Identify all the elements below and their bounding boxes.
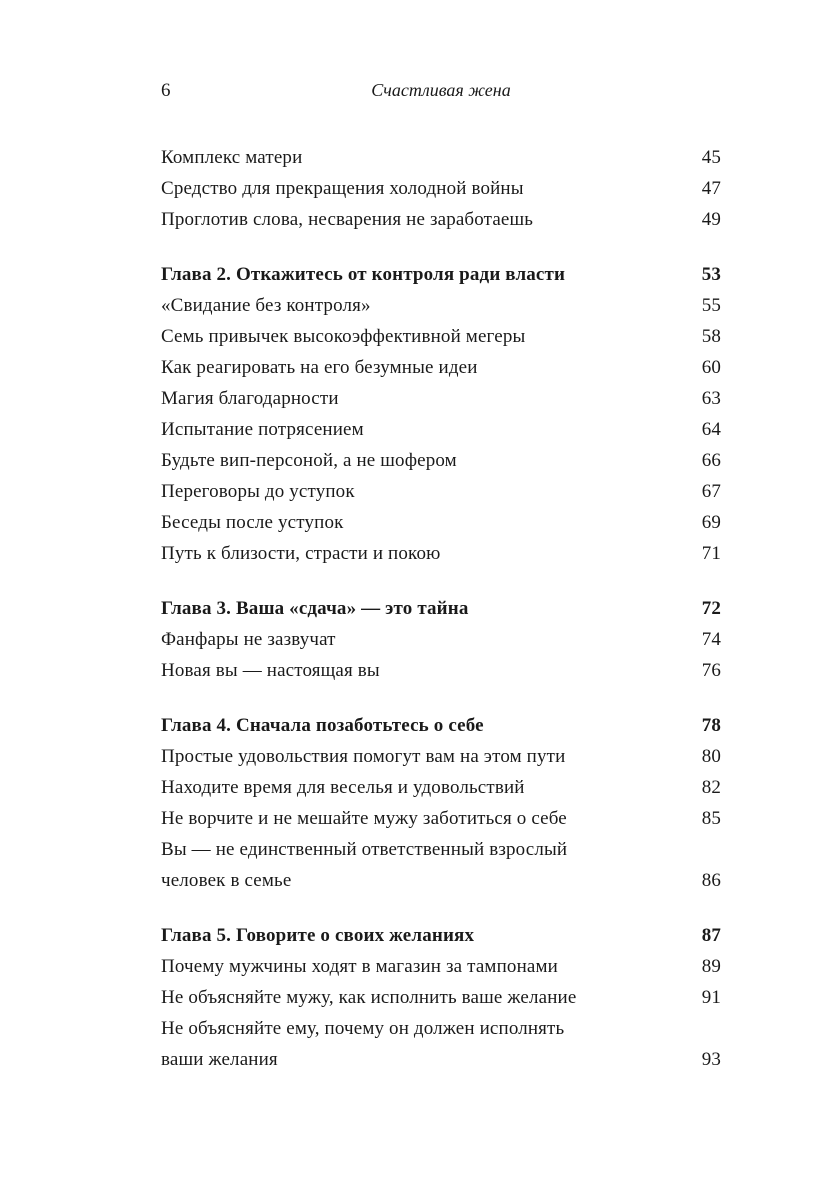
entry-title-line: человек в семье [161,870,292,891]
page-number: 6 [161,80,171,101]
entry-page-number: 89 [701,956,721,977]
entry-title: Глава 3. Ваша «сдача» — это тайна [161,598,469,619]
entry-title-line: Вы — не единственный ответственный взрослый [161,839,568,860]
toc-section [161,920,721,1075]
entry-title: Почему мужчины ходят в магазин за тампонами [161,956,558,977]
entry-page-number: 49 [701,209,721,230]
toc-chapter-heading[interactable] [161,710,721,741]
toc-entry[interactable] [161,1013,721,1075]
entry-page-number: 53 [701,264,721,285]
running-head [161,80,721,110]
entry-page-number: 86 [701,870,721,891]
entry-page-number: 93 [701,1049,721,1070]
entry-page-number: 67 [701,481,721,502]
entry-title: Путь к близости, страсти и покою [161,543,441,564]
toc-section [161,710,721,896]
entry-title: Будьте вип-персоной, а не шофером [161,450,457,471]
entry-page-number: 45 [701,147,721,168]
toc-entry[interactable] [161,834,721,896]
entry-page-number: 78 [701,715,721,736]
entry-title: Глава 5. Говорите о своих желаниях [161,925,475,946]
entry-page-number: 66 [701,450,721,471]
entry-title: Находите время для веселья и удовольствий [161,777,525,798]
entry-title: Семь привычек высокоэффективной мегеры [161,326,526,347]
entry-page-number: 58 [701,326,721,347]
toc-entry[interactable] [161,321,721,352]
entry-title: Не ворчите и не мешайте мужу заботиться о себе [161,808,567,829]
toc-section [161,142,721,235]
entry-title: Средство для прекращения холодной войны [161,178,524,199]
entry-title: Новая вы — настоящая вы [161,660,380,681]
entry-title: Проглотив слова, несварения не заработаешь [161,209,534,230]
entry-page-number: 69 [701,512,721,533]
entry-page-number: 72 [701,598,721,619]
toc-chapter-heading[interactable] [161,259,721,290]
entry-title-line: Не объясняйте ему, почему он должен исполнять [161,1018,565,1039]
entry-title: Не объясняйте мужу, как исполнить ваше желание [161,987,577,1008]
entry-title: Магия благодарности [161,388,339,409]
entry-title: Испытание потрясением [161,419,364,440]
entry-page-number: 82 [701,777,721,798]
entry-title: Переговоры до уступок [161,481,355,502]
toc-entry[interactable] [161,982,721,1013]
entry-title: Простые удовольствия помогут вам на этом пути [161,746,566,767]
entry-page-number: 80 [701,746,721,767]
toc-entry[interactable] [161,173,721,204]
toc-entry[interactable] [161,142,721,173]
toc-entry[interactable] [161,383,721,414]
entry-page-number: 47 [701,178,721,199]
toc-entry[interactable] [161,538,721,569]
entry-title: Глава 4. Сначала позаботьтесь о себе [161,715,484,736]
toc-section [161,259,721,569]
toc-chapter-heading[interactable] [161,920,721,951]
toc-entry[interactable] [161,476,721,507]
entry-title [161,834,671,896]
running-title: Счастливая жена [371,80,511,100]
entry-page-number: 71 [701,543,721,564]
entry-page-number: 64 [701,419,721,440]
entry-page-number: 63 [701,388,721,409]
entry-title: Как реагировать на его безумные идеи [161,357,478,378]
entry-title: Комплекс матери [161,147,303,168]
toc-chapter-heading[interactable] [161,593,721,624]
entry-title-line: ваши желания [161,1049,278,1070]
toc-entry[interactable] [161,803,721,834]
toc-entry[interactable] [161,741,721,772]
toc-section [161,593,721,686]
toc-entry[interactable] [161,655,721,686]
entry-page-number: 87 [701,925,721,946]
toc-entry[interactable] [161,624,721,655]
toc-entry[interactable] [161,507,721,538]
toc-entry[interactable] [161,204,721,235]
toc-entry[interactable] [161,290,721,321]
entry-title: Фанфары не зазвучат [161,629,336,650]
toc-entry[interactable] [161,772,721,803]
entry-title: Беседы после уступок [161,512,344,533]
entry-title: Глава 2. Откажитесь от контроля ради власти [161,264,566,285]
toc-entry[interactable] [161,352,721,383]
entry-title: «Свидание без контроля» [161,295,371,316]
entry-title [161,1013,671,1075]
toc-entry[interactable] [161,414,721,445]
toc-entry[interactable] [161,445,721,476]
entry-page-number: 85 [701,808,721,829]
entry-page-number: 55 [701,295,721,316]
entry-page-number: 91 [701,987,721,1008]
entry-page-number: 76 [701,660,721,681]
entry-page-number: 60 [701,357,721,378]
toc-entry[interactable] [161,951,721,982]
entry-page-number: 74 [701,629,721,650]
table-of-contents [161,142,721,1099]
